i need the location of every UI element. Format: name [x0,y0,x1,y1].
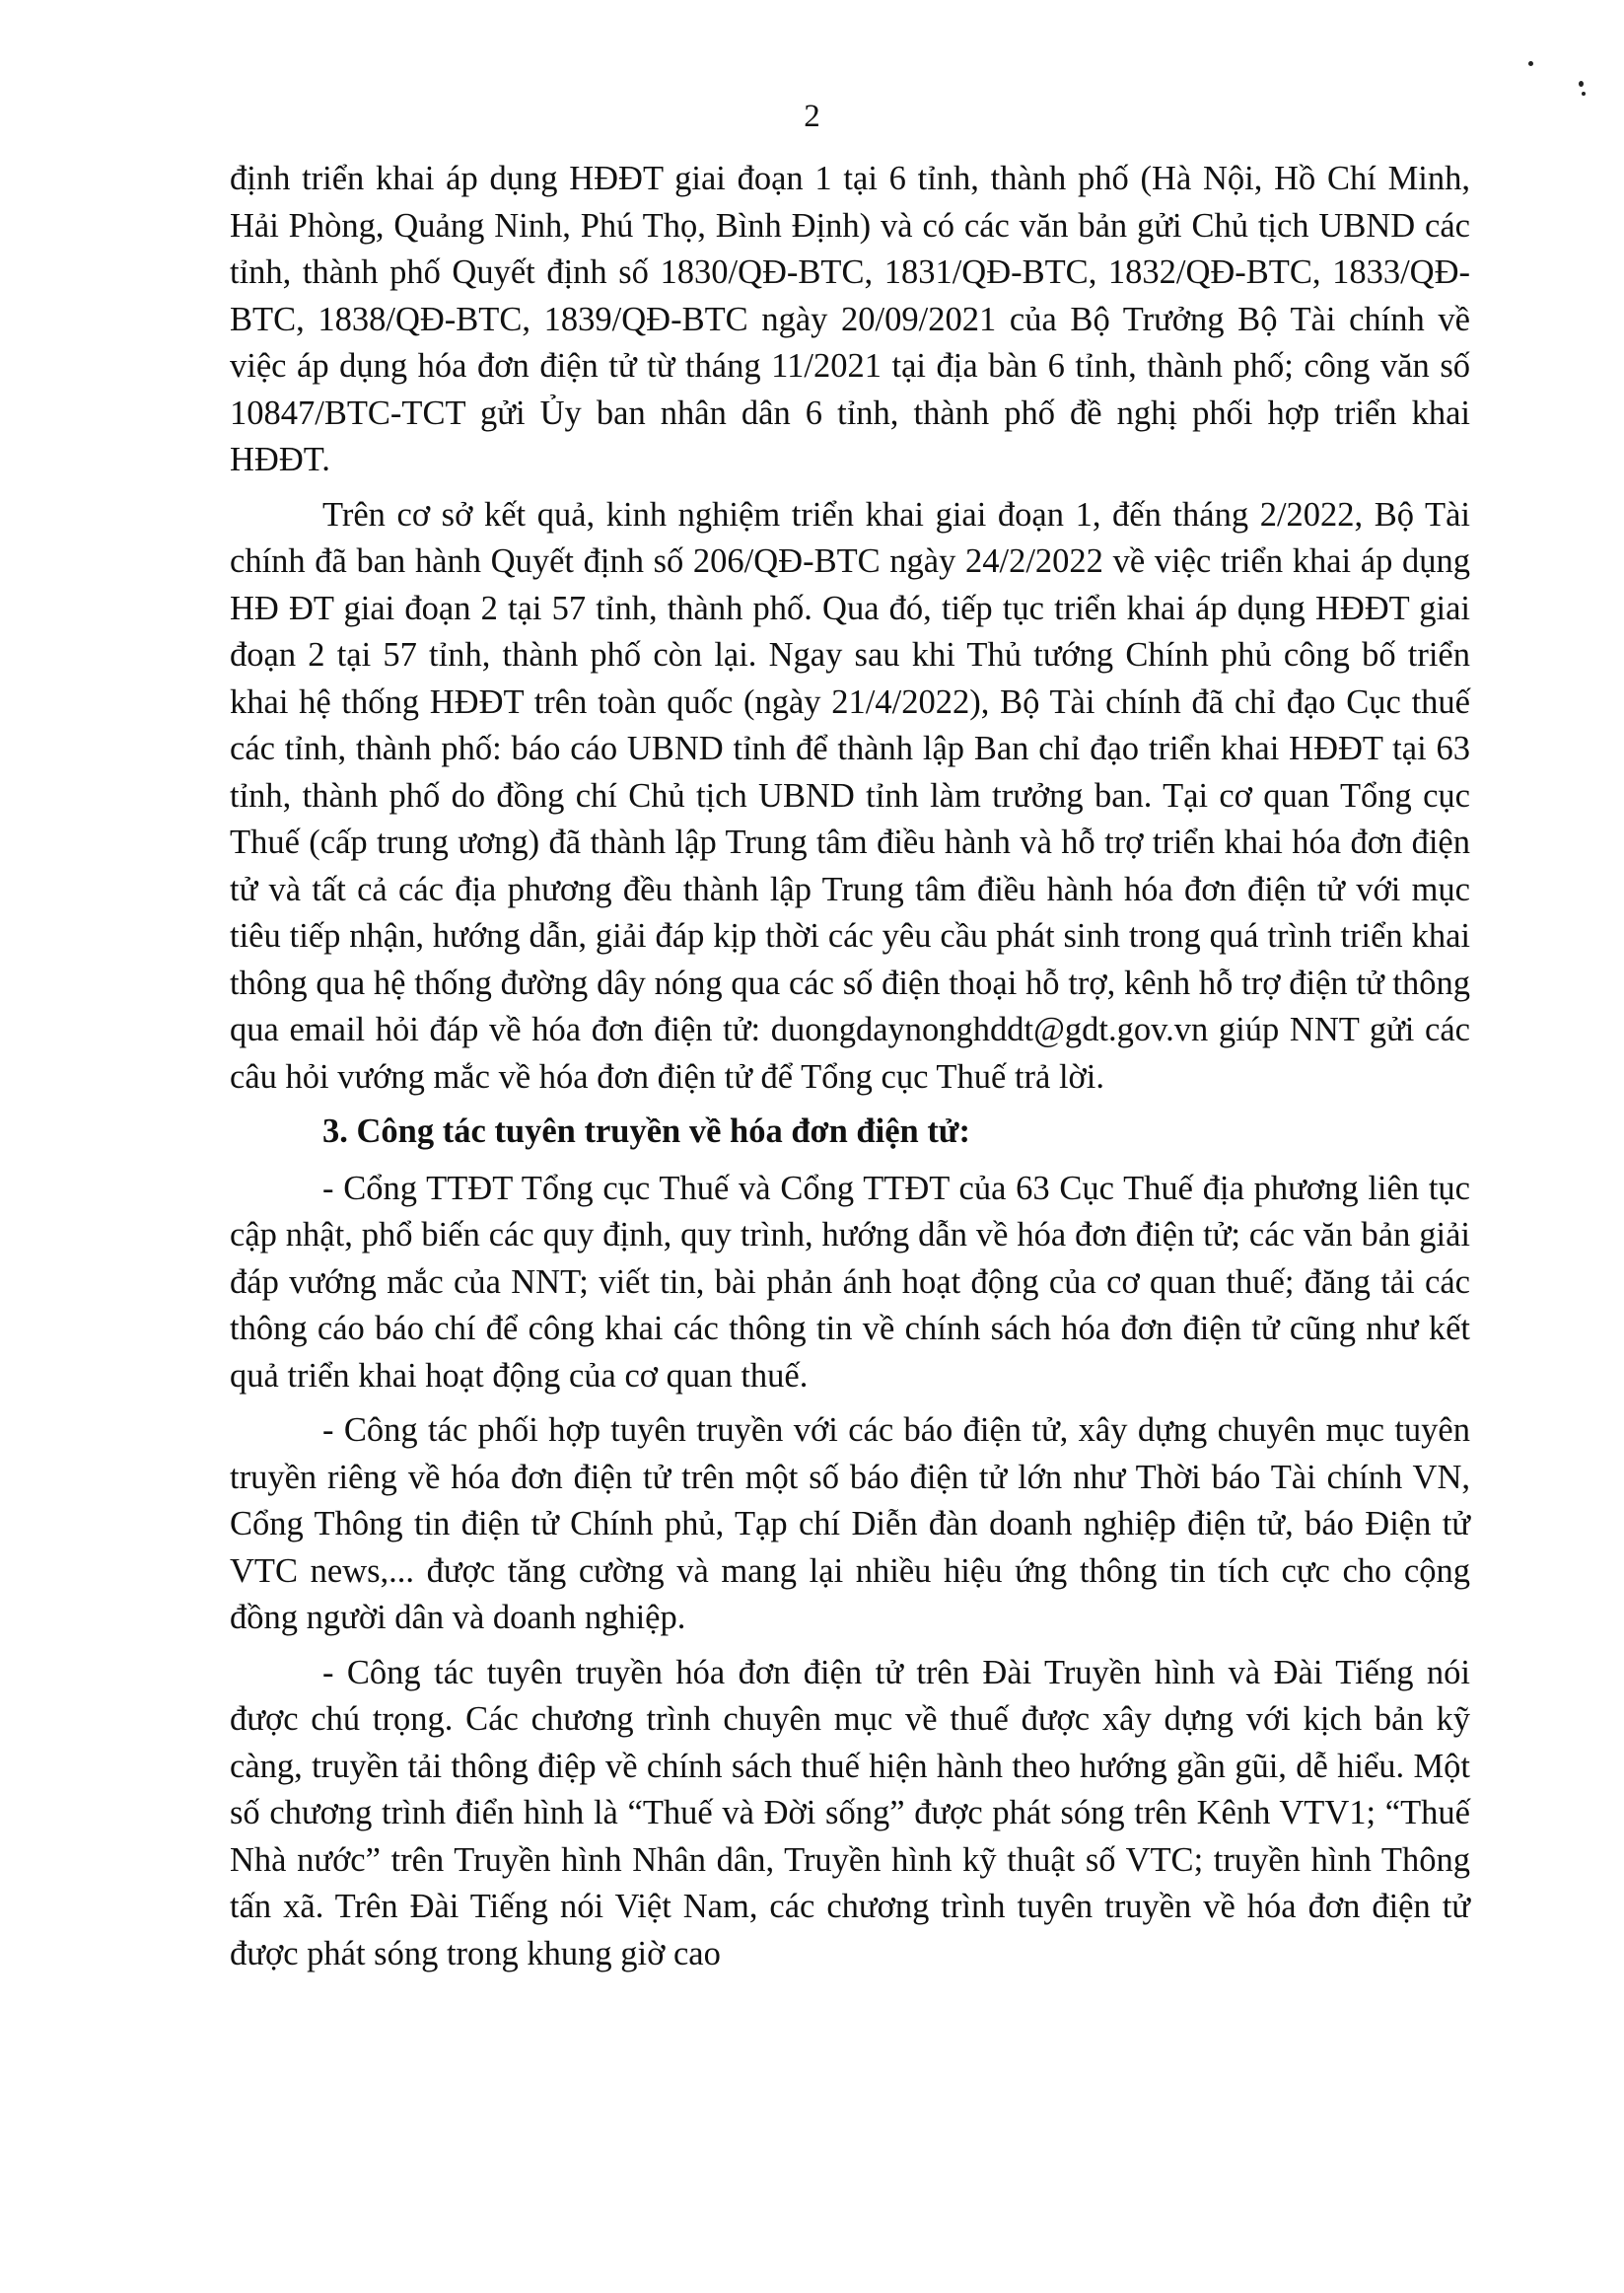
paragraph-continuation: định triển khai áp dụng HĐĐT giai đoạn 1 tại 6 tỉnh, thành phố (Hà Nội, Hồ Chí Minh, Hải Phòng, Quảng Ninh, Phú Thọ, Bình Định) và có các văn bản gửi Chủ tịch UBND các tỉnh, thành phố Quyết định số 1830/QĐ-BTC, 1831/QĐ-BTC, 1832/QĐ-BTC, 1833/QĐ-BTC, 1838/QĐ-BTC, 1839/QĐ-BTC ngày 20/09/2021 của Bộ Trưởng Bộ Tài chính về việc áp dụng hóa đơn điện tử từ tháng 11/2021 tại địa bàn 6 tỉnh, thành phố; công văn số 10847/BTC-TCT gửi Ủy ban nhân dân 6 tỉnh, thành phố đề nghị phối hợp triển khai HĐĐT. [230,160,1470,478]
document-body [230,156,1470,1985]
scan-speck-1 [1528,61,1533,66]
section-heading-3: 3. Công tác tuyên truyền về hóa đơn điện tử: [322,1112,970,1150]
paragraph-tv-radio: - Công tác tuyên truyền hóa đơn điện tử trên Đài Truyền hình và Đài Tiếng nói được chú trọng. Các chương trình chuyên mục về thuế được xây dựng với kịch bản kỹ càng, truyền tải thông điệp về chính sách thuế hiện hành theo hướng gần gũi, dễ hiểu. Một số chương trình điển hình là “Thuế và Đời sống” được phát sóng trên Kênh VTV1; “Thuế Nhà nước” trên Truyền hình Nhân dân, Truyền hình kỹ thuật số VTC; truyền hình Thông tấn xã. Trên Đài Tiếng nói Việt Nam, các chương trình tuyên truyền về hóa đơn điện tử được phát sóng trong khung giờ cao [230,1653,1470,1972]
scan-speck-3 [1582,92,1586,96]
paragraph-portal-updates: - Cổng TTĐT Tổng cục Thuế và Cổng TTĐT của 63 Cục Thuế địa phương liên tục cập nhật, phổ biến các quy định, quy trình, hướng dẫn về hóa đơn điện tử; các văn bản giải đáp vướng mắc của NNT; viết tin, bài phản ánh hoạt động của cơ quan thuế; đăng tải các thông cáo báo chí để công khai các thông tin về chính sách hóa đơn điện tử cũng như kết quả triển khai hoạt động của cơ quan thuế. [230,1169,1470,1395]
paragraph-online-press: - Công tác phối hợp tuyên truyền với các báo điện tử, xây dựng chuyên mục tuyên truyền riêng về hóa đơn điện tử trên một số báo điện tử lớn như Thời báo Tài chính VN, Cổng Thông tin điện tử Chính phủ, Tạp chí Diễn đàn doanh nghiệp điện tử, báo Điện tử VTC news,... được tăng cường và mang lại nhiều hiệu ứng thông tin tích cực cho cộng đồng người dân và doanh nghiệp. [230,1411,1470,1636]
scan-speck-2 [1579,81,1584,87]
paragraph-implementation-phase-2: Trên cơ sở kết quả, kinh nghiệm triển khai giai đoạn 1, đến tháng 2/2022, Bộ Tài chính đã ban hành Quyết định số 206/QĐ-BTC ngày 24/2/2022 về việc triển khai áp dụng HĐ ĐT giai đoạn 2 tại 57 tỉnh, thành phố. Qua đó, tiếp tục triển khai áp dụng HĐĐT giai đoạn 2 tại 57 tỉnh, thành phố còn lại. Ngay sau khi Thủ tướng Chính phủ công bố triển khai hệ thống HĐĐT trên toàn quốc (ngày 21/4/2022), Bộ Tài chính đã chỉ đạo Cục thuế các tỉnh, thành phố: báo cáo UBND tỉnh để thành lập Ban chỉ đạo triển khai HĐĐT tại 63 tỉnh, thành phố do đồng chí Chủ tịch UBND tỉnh làm trưởng ban. Tại cơ quan Tổng cục Thuế (cấp trung ương) đã thành lập Trung tâm điều hành và hỗ trợ triển khai hóa đơn điện tử và tất cả các địa phương đều thành lập Trung tâm điều hành hóa đơn điện tử với mục tiêu tiếp nhận, hướng dẫn, giải đáp kịp thời các yêu cầu phát sinh trong quá trình triển khai thông qua hệ thống đường dây nóng qua các số điện thoại hỗ trợ, kênh hỗ trợ điện tử thông qua email hỏi đáp về hóa đơn điện tử: duongdaynonghddt@gdt.gov.vn giúp NNT gửi các câu hỏi vướng mắc về hóa đơn điện tử để Tổng cục Thuế trả lời. [230,495,1470,1096]
page-number: 2 [804,99,820,134]
